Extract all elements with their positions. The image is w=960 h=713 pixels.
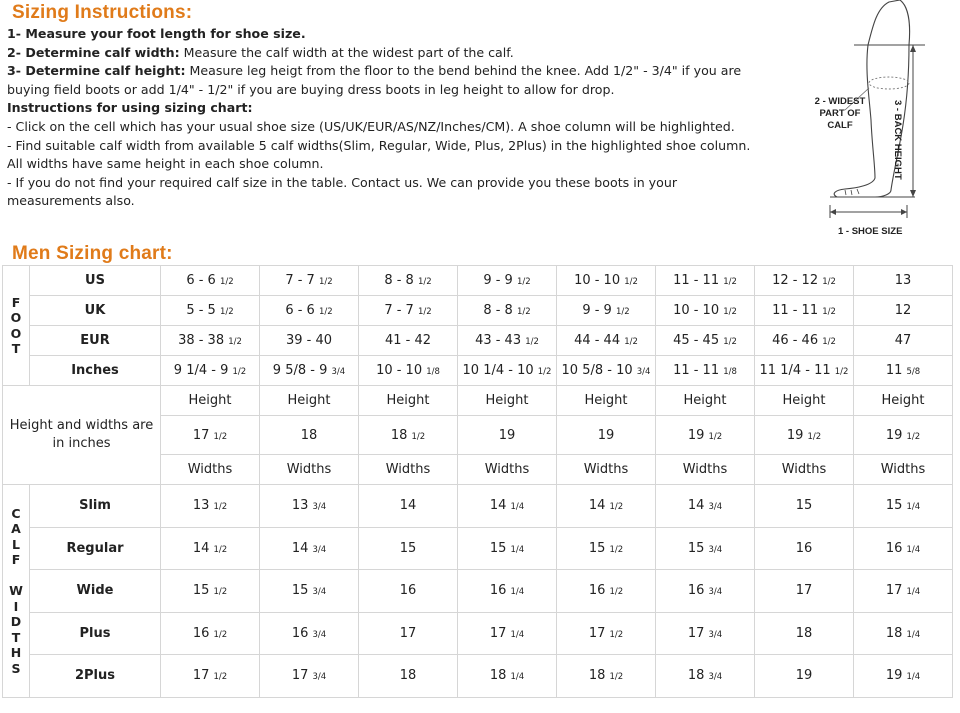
calf-width-cell[interactable] <box>359 655 458 698</box>
calf-width-cell[interactable] <box>854 485 953 528</box>
shoe-size-cell-fraction: 1/2 <box>318 307 333 317</box>
step-2-label: 2- Determine calf width: <box>7 44 180 60</box>
calf-width-cell-fraction: 1/4 <box>906 587 921 598</box>
back-height-label: 3 - BACK HEIGHT <box>892 100 903 180</box>
height-cell <box>656 416 755 455</box>
calf-width-cell-value: 17 <box>795 583 813 599</box>
calf-width-cell-fraction: 1/2 <box>213 502 228 513</box>
foot-row-label: EUR <box>30 326 161 356</box>
calf-width-cell-value: 16 <box>291 625 309 641</box>
height-cell-value: 19 <box>597 427 615 443</box>
height-widths-note: Height and widths are in inches <box>3 386 161 485</box>
shoe-size-cell-value: 7 - 7 <box>384 303 414 318</box>
height-cell-value: 18 <box>300 427 318 443</box>
step-3-text: Measure leg heigt from the floor to the bend behind the knee. Add 1/2" - 3/4" if you are <box>185 63 742 79</box>
widths-header-cell: Widths <box>755 455 854 485</box>
height-header-row <box>3 386 953 416</box>
shoe-size-cell-value: 13 <box>894 273 912 288</box>
shoe-size-cell-value: 9 - 9 <box>582 303 612 318</box>
calf-width-cell-fraction: 1/4 <box>906 502 921 513</box>
calf-width-cell-value: 15 <box>192 583 210 599</box>
foot-size-row <box>3 356 953 386</box>
calf-width-cell[interactable] <box>161 570 260 613</box>
calf-width-cell[interactable] <box>161 612 260 655</box>
calf-width-cell-fraction: 3/4 <box>312 544 327 555</box>
shoe-size-cell-fraction: 1/2 <box>822 337 836 347</box>
bullet-2-cont: All widths have same height in each shoe column. <box>7 156 324 172</box>
shoe-size-cell-value: 10 - 10 <box>673 303 720 318</box>
shoe-size-cell-value: 12 - 12 <box>772 273 819 288</box>
shoe-size-cell-value: 9 1/4 - 9 <box>173 363 229 378</box>
sizing-instructions-title: Sizing Instructions: <box>12 2 193 23</box>
calf-width-cell[interactable] <box>557 655 656 698</box>
shoe-size-cell-value: 11 - 11 <box>673 363 720 378</box>
shoe-size-cell-fraction: 1/2 <box>516 277 531 287</box>
calf-width-cell-value: 15 <box>795 498 813 514</box>
calf-width-cell-value: 19 <box>795 668 813 684</box>
shoe-size-cell[interactable] <box>161 356 260 386</box>
step-2-text: Measure the calf width at the widest part of the calf. <box>179 44 514 60</box>
calf-widths-vertical-label-letter: W <box>9 583 23 598</box>
calf-width-label: 2 - WIDEST PART OF CALF <box>814 96 866 131</box>
height-cell-value: 19 <box>687 427 705 443</box>
height-cell <box>359 416 458 455</box>
calf-width-cell-value: 14 <box>588 498 606 514</box>
shoe-size-cell[interactable] <box>755 356 854 386</box>
shoe-size-cell[interactable] <box>359 266 458 296</box>
calf-width-cell-fraction: 1/2 <box>609 672 624 683</box>
height-cell <box>458 416 557 455</box>
calf-widths-vertical-label-letter <box>3 568 29 584</box>
height-header-cell: Height <box>161 386 260 416</box>
calf-width-cell[interactable] <box>458 655 557 698</box>
calf-width-cell[interactable] <box>854 527 953 570</box>
shoe-size-cell[interactable] <box>458 326 557 356</box>
shoe-size-cell[interactable] <box>557 266 656 296</box>
foot-row-label: Inches <box>30 356 161 386</box>
calf-width-cell-value: 14 <box>291 540 309 556</box>
foot-row-label: US <box>30 266 161 296</box>
leg-measurement-figure <box>805 0 960 245</box>
calf-width-cell[interactable] <box>755 485 854 528</box>
calf-width-cell-value: 17 <box>399 625 417 641</box>
calf-widths-vertical-label-letter: C <box>11 505 21 521</box>
calf-widths-vertical-label-letter: S <box>11 660 21 676</box>
calf-width-cell[interactable] <box>161 527 260 570</box>
calf-width-cell-value: 16 <box>489 583 507 599</box>
calf-widths-vertical-label <box>3 485 30 698</box>
calf-width-cell-value: 18 <box>489 668 507 684</box>
calf-width-cell[interactable] <box>557 612 656 655</box>
shoe-size-cell-fraction: 1/2 <box>525 337 539 347</box>
calf-width-cell-fraction: 1/2 <box>213 544 228 555</box>
height-header-cell: Height <box>260 386 359 416</box>
shoe-size-cell-value: 44 - 44 <box>574 333 621 348</box>
shoe-size-cell-value: 9 5/8 - 9 <box>272 363 328 378</box>
step-1: 1- Measure your foot length for shoe size. <box>7 26 306 41</box>
calf-widths-vertical-label-letter: F <box>11 552 21 567</box>
calf-width-cell-value: 15 <box>588 540 606 556</box>
bullet-1: - Click on the cell which has your usual shoe size (US/UK/EUR/AS/NZ/Inches/CM). A shoe column will be highlighted. <box>7 118 735 134</box>
shoe-size-cell-fraction: 1/2 <box>219 307 234 317</box>
calf-width-cell[interactable] <box>656 527 755 570</box>
shoe-size-cell-fraction: 1/2 <box>822 307 836 317</box>
widths-header-cell: Widths <box>161 455 260 485</box>
widths-header-cell: Widths <box>359 455 458 485</box>
height-header-cell: Height <box>359 386 458 416</box>
calf-row-label: Wide <box>30 570 161 613</box>
calf-width-cell-value: 18 <box>588 668 606 684</box>
shoe-size-cell-fraction: 1/2 <box>615 307 630 317</box>
shoe-size-cell-value: 41 - 42 <box>384 333 432 348</box>
calf-width-cell-value: 16 <box>687 583 705 599</box>
shoe-size-cell-value: 11 1/4 - 11 <box>759 363 831 378</box>
height-cell-value: 19 <box>498 427 516 443</box>
calf-width-cell[interactable] <box>656 655 755 698</box>
calf-width-cell[interactable] <box>755 570 854 613</box>
calf-width-cell-fraction: 3/4 <box>312 672 327 683</box>
height-header-cell: Height <box>557 386 656 416</box>
shoe-size-cell-fraction: 1/2 <box>624 337 638 347</box>
calf-row-label: 2Plus <box>30 655 161 698</box>
foot-vertical-label-letter: O <box>10 325 22 341</box>
calf-widths-vertical-label-letter: T <box>11 629 21 645</box>
calf-width-cell-value: 18 <box>885 625 903 641</box>
calf-width-cell-value: 15 <box>489 540 507 556</box>
foot-size-row <box>3 296 953 326</box>
chart-instructions-heading: Instructions for using sizing chart: <box>7 100 253 116</box>
shoe-size-cell-fraction: 1/2 <box>822 277 836 287</box>
calf-width-cell[interactable] <box>458 485 557 528</box>
shoe-size-cell[interactable] <box>557 356 656 386</box>
calf-width-cell[interactable] <box>359 527 458 570</box>
widths-header-cell: Widths <box>854 455 953 485</box>
shoe-size-cell-value: 38 - 38 <box>178 333 225 348</box>
calf-width-row <box>3 612 953 655</box>
bullet-3: - If you do not find your required calf size in the table. Contact us. We can provide you these boots in your <box>7 174 678 190</box>
calf-width-cell-value: 16 <box>885 540 903 556</box>
calf-width-cell-value: 17 <box>489 625 507 641</box>
calf-width-cell-fraction: 1/2 <box>213 629 228 640</box>
shoe-size-cell-value: 39 - 40 <box>285 333 333 348</box>
shoe-size-cell[interactable] <box>458 356 557 386</box>
shoe-size-cell-fraction: 1/2 <box>228 337 242 347</box>
calf-width-cell[interactable] <box>359 612 458 655</box>
height-cell <box>854 416 953 455</box>
calf-width-cell[interactable] <box>458 527 557 570</box>
foot-row-label: UK <box>30 296 161 326</box>
shoe-size-cell-value: 11 - 11 <box>772 303 819 318</box>
height-cell-fraction: 1/2 <box>213 431 228 442</box>
calf-width-cell-value: 19 <box>885 668 903 684</box>
calf-width-cell-value: 13 <box>192 498 210 514</box>
calf-width-cell[interactable] <box>854 612 953 655</box>
shoe-size-cell[interactable] <box>161 326 260 356</box>
calf-width-cell[interactable] <box>260 655 359 698</box>
bullet-3-cont: measurements also. <box>7 193 135 209</box>
shoe-size-cell-value: 6 - 6 <box>285 303 315 318</box>
shoe-size-cell-value: 11 <box>885 363 903 378</box>
bullet-2: - Find suitable calf width from available 5 calf widths(Slim, Regular, Wide, Plus, 2Plus) in the highlighted shoe column. <box>7 137 751 153</box>
shoe-size-cell[interactable] <box>854 326 953 356</box>
calf-width-cell-fraction: 3/4 <box>708 544 723 555</box>
calf-widths-vertical-label-letter: A <box>11 521 21 536</box>
calf-width-cell[interactable] <box>656 485 755 528</box>
height-cell-fraction: 1/2 <box>411 431 426 442</box>
calf-width-cell-value: 17 <box>687 625 705 641</box>
calf-width-cell-value: 18 <box>687 668 705 684</box>
shoe-size-cell[interactable] <box>656 326 755 356</box>
calf-row-label: Slim <box>30 485 161 528</box>
widths-header-cell: Widths <box>260 455 359 485</box>
calf-width-cell-fraction: 1/2 <box>609 587 624 598</box>
shoe-size-label: 1 - SHOE SIZE <box>838 226 903 237</box>
height-cell-fraction: 1/2 <box>906 431 921 442</box>
calf-width-cell[interactable] <box>161 485 260 528</box>
height-cell-fraction: 1/2 <box>807 431 822 442</box>
shoe-size-cell-value: 8 - 8 <box>483 303 513 318</box>
calf-width-cell[interactable] <box>755 612 854 655</box>
shoe-size-cell[interactable] <box>260 326 359 356</box>
calf-widths-vertical-label-letter: I <box>13 598 19 614</box>
men-sizing-chart-table <box>2 265 953 698</box>
foot-size-row <box>3 326 953 356</box>
shoe-size-cell-fraction: 1/2 <box>723 337 737 347</box>
calf-width-cell-fraction: 1/4 <box>510 502 525 513</box>
shoe-size-cell[interactable] <box>854 356 953 386</box>
shoe-size-cell-fraction: 1/2 <box>417 307 432 317</box>
calf-row-label: Regular <box>30 527 161 570</box>
calf-width-cell-fraction: 1/4 <box>510 672 525 683</box>
calf-width-cell-fraction: 3/4 <box>708 587 723 598</box>
calf-width-cell[interactable] <box>458 570 557 613</box>
calf-width-cell-value: 17 <box>885 583 903 599</box>
shoe-size-cell-fraction: 1/2 <box>219 277 234 287</box>
shoe-size-cell-fraction: 1/2 <box>232 367 247 377</box>
calf-width-cell-value: 13 <box>291 498 309 514</box>
men-sizing-chart-title: Men Sizing chart: <box>12 243 173 264</box>
calf-width-cell[interactable] <box>557 485 656 528</box>
calf-width-cell[interactable] <box>260 485 359 528</box>
calf-width-cell-fraction: 1/4 <box>510 544 525 555</box>
height-cell-value: 19 <box>786 427 804 443</box>
shoe-size-cell-value: 6 - 6 <box>186 273 216 288</box>
calf-width-cell[interactable] <box>260 527 359 570</box>
calf-width-cell-fraction: 1/2 <box>609 629 624 640</box>
height-cell <box>755 416 854 455</box>
shoe-size-cell-fraction: 1/2 <box>537 367 552 377</box>
shoe-size-cell-fraction: 1/8 <box>426 367 440 377</box>
calf-width-cell-fraction: 1/4 <box>510 629 525 640</box>
shoe-size-cell[interactable] <box>557 296 656 326</box>
foot-vertical-label-letter: F <box>11 294 21 310</box>
calf-width-cell[interactable] <box>755 527 854 570</box>
step-3-label: 3- Determine calf height: <box>7 63 186 79</box>
calf-width-cell-fraction: 3/4 <box>312 587 327 598</box>
calf-width-cell-value: 14 <box>192 540 210 556</box>
shoe-size-cell-fraction: 1/8 <box>723 367 737 377</box>
calf-widths-vertical-label-letter: D <box>10 614 22 629</box>
shoe-size-cell-value: 7 - 7 <box>285 273 315 288</box>
calf-width-cell-value: 14 <box>489 498 507 514</box>
calf-width-row <box>3 527 953 570</box>
calf-width-cell[interactable] <box>755 655 854 698</box>
shoe-size-cell[interactable] <box>854 296 953 326</box>
calf-width-cell-value: 16 <box>192 625 210 641</box>
shoe-size-cell-value: 10 - 10 <box>376 363 423 378</box>
shoe-size-cell-value: 10 5/8 - 10 <box>561 363 633 378</box>
shoe-size-cell[interactable] <box>755 326 854 356</box>
shoe-size-cell-value: 47 <box>894 333 912 348</box>
shoe-size-cell[interactable] <box>260 296 359 326</box>
shoe-size-cell-fraction: 1/2 <box>723 307 737 317</box>
widths-header-cell: Widths <box>458 455 557 485</box>
calf-width-cell-value: 14 <box>687 498 705 514</box>
shoe-size-cell-fraction: 3/4 <box>636 367 651 377</box>
calf-width-cell-value: 18 <box>399 668 417 684</box>
height-header-cell: Height <box>656 386 755 416</box>
calf-width-cell-value: 18 <box>795 625 813 641</box>
calf-width-cell-fraction: 1/4 <box>510 587 525 598</box>
shoe-size-cell[interactable] <box>359 326 458 356</box>
shoe-size-cell[interactable] <box>260 356 359 386</box>
calf-width-cell-fraction: 3/4 <box>312 629 327 640</box>
shoe-size-cell-fraction: 1/2 <box>723 277 737 287</box>
foot-size-row <box>3 266 953 296</box>
calf-width-row <box>3 570 953 613</box>
shoe-size-cell[interactable] <box>656 356 755 386</box>
foot-vertical-label-letter: O <box>10 310 22 325</box>
shoe-size-cell-value: 45 - 45 <box>673 333 720 348</box>
foot-vertical-label <box>3 266 30 386</box>
shoe-size-cell[interactable] <box>557 326 656 356</box>
shoe-size-cell-value: 46 - 46 <box>772 333 819 348</box>
shoe-size-cell[interactable] <box>854 266 953 296</box>
calf-width-cell-fraction: 3/4 <box>708 629 723 640</box>
calf-width-cell[interactable] <box>161 655 260 698</box>
widths-header-cell: Widths <box>656 455 755 485</box>
height-cell <box>161 416 260 455</box>
calf-width-cell-value: 15 <box>687 540 705 556</box>
height-cell-value: 17 <box>192 427 210 443</box>
calf-width-cell-fraction: 1/4 <box>906 544 921 555</box>
shoe-size-cell[interactable] <box>755 266 854 296</box>
height-header-cell: Height <box>458 386 557 416</box>
shoe-size-cell[interactable] <box>359 356 458 386</box>
calf-width-cell-value: 16 <box>399 583 417 599</box>
calf-width-cell[interactable] <box>557 527 656 570</box>
calf-width-cell[interactable] <box>656 612 755 655</box>
shoe-size-cell-value: 9 - 9 <box>483 273 513 288</box>
calf-width-cell-fraction: 1/2 <box>213 587 228 598</box>
shoe-size-cell[interactable] <box>656 266 755 296</box>
shoe-size-cell[interactable] <box>755 296 854 326</box>
shoe-size-cell[interactable] <box>161 266 260 296</box>
calf-width-cell[interactable] <box>458 612 557 655</box>
calf-width-row <box>3 655 953 698</box>
calf-width-cell-fraction: 1/4 <box>906 672 921 683</box>
foot-vertical-label-letter: T <box>11 341 21 356</box>
height-cell <box>260 416 359 455</box>
calf-width-cell[interactable] <box>557 570 656 613</box>
shoe-size-cell[interactable] <box>458 296 557 326</box>
shoe-size-cell-value: 10 - 10 <box>574 273 621 288</box>
calf-width-cell[interactable] <box>656 570 755 613</box>
shoe-size-cell-fraction: 1/2 <box>318 277 333 287</box>
calf-widths-vertical-label-letter: L <box>12 536 20 552</box>
step-3-text-cont: buying field boots or add 1/4" - 1/2" if you are buying dress boots in leg height to allow for drop. <box>7 81 615 97</box>
calf-width-cell[interactable] <box>854 655 953 698</box>
shoe-size-cell-fraction: 1/2 <box>624 277 638 287</box>
height-cell-fraction: 1/2 <box>708 431 723 442</box>
calf-width-cell-value: 15 <box>885 498 903 514</box>
calf-width-cell-value: 17 <box>291 668 309 684</box>
calf-width-cell-fraction: 1/2 <box>609 502 624 513</box>
height-header-cell: Height <box>755 386 854 416</box>
widths-header-cell: Widths <box>557 455 656 485</box>
shoe-size-cell[interactable] <box>260 266 359 296</box>
height-cell <box>557 416 656 455</box>
calf-width-cell[interactable] <box>260 570 359 613</box>
calf-width-cell-fraction: 1/2 <box>213 672 228 683</box>
calf-width-cell-fraction: 3/4 <box>312 502 327 513</box>
calf-width-row <box>3 485 953 528</box>
calf-width-cell-value: 16 <box>588 583 606 599</box>
calf-width-cell[interactable] <box>359 570 458 613</box>
calf-width-cell-value: 17 <box>588 625 606 641</box>
shoe-size-cell-fraction: 1/2 <box>834 367 849 377</box>
calf-width-cell-value: 15 <box>291 583 309 599</box>
calf-width-cell-value: 14 <box>399 498 417 514</box>
shoe-size-cell-fraction: 3/4 <box>331 367 346 377</box>
calf-width-cell-fraction: 1/2 <box>609 544 624 555</box>
shoe-size-cell-fraction: 1/2 <box>516 307 531 317</box>
shoe-size-cell-value: 43 - 43 <box>475 333 522 348</box>
height-cell-value: 19 <box>885 427 903 443</box>
calf-width-cell[interactable] <box>854 570 953 613</box>
calf-width-cell[interactable] <box>260 612 359 655</box>
shoe-size-cell-value: 11 - 11 <box>673 273 720 288</box>
calf-widths-vertical-label-letter: H <box>10 645 22 660</box>
calf-width-cell-value: 17 <box>192 668 210 684</box>
calf-row-label: Plus <box>30 612 161 655</box>
calf-width-cell-fraction: 3/4 <box>708 672 723 683</box>
shoe-size-cell-value: 5 - 5 <box>186 303 216 318</box>
shoe-size-cell[interactable] <box>359 296 458 326</box>
calf-width-cell-value: 16 <box>795 540 813 556</box>
height-cell-value: 18 <box>390 427 408 443</box>
shoe-size-cell[interactable] <box>161 296 260 326</box>
calf-width-cell[interactable] <box>359 485 458 528</box>
shoe-size-cell-value: 8 - 8 <box>384 273 414 288</box>
shoe-size-cell-value: 12 <box>894 303 912 318</box>
shoe-size-cell-value: 10 1/4 - 10 <box>462 363 534 378</box>
shoe-size-cell[interactable] <box>458 266 557 296</box>
instructions-block <box>7 25 797 211</box>
shoe-size-cell-fraction: 5/8 <box>906 367 921 377</box>
calf-width-cell-value: 15 <box>399 540 417 556</box>
calf-width-cell-fraction: 1/4 <box>906 629 921 640</box>
calf-width-cell-fraction: 3/4 <box>708 502 723 513</box>
shoe-size-cell-fraction: 1/2 <box>417 277 432 287</box>
height-header-cell: Height <box>854 386 953 416</box>
shoe-size-cell[interactable] <box>656 296 755 326</box>
